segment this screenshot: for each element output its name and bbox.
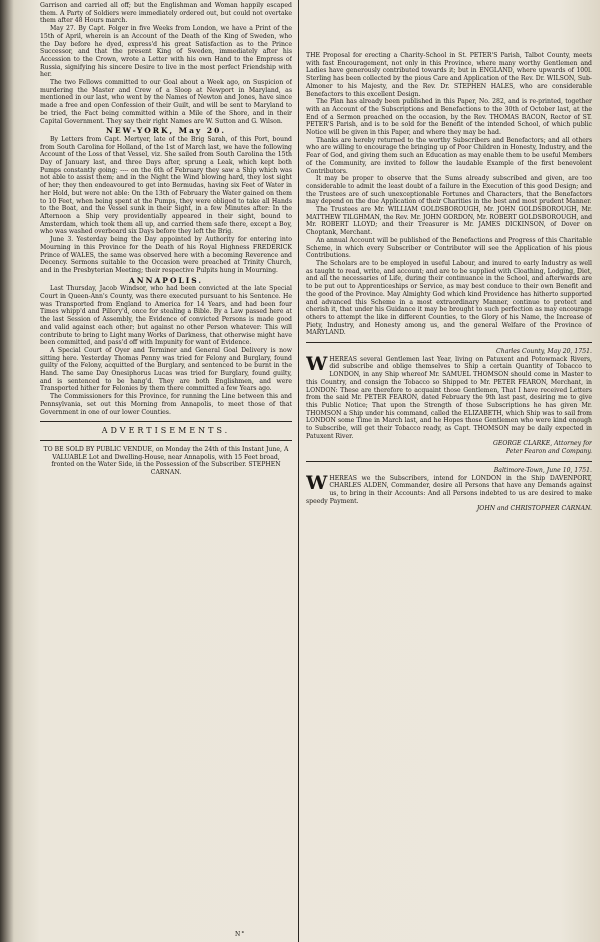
news-paragraph: May 27. By Capt. Folger in five Weeks from London, we have a Print of the 15th of April, wherein is an Account of the Death of the King of Sweden, who the Day before he dyed, express'd his great Satisfaction as to the Prince Successor, and that the present King of Sweden, immediately after his Accession to the Crown, wrote a Letter with his own Hand to the Empress of Russia, signifying his sincere Desire to live in the most perfect Friendship with her. [40,25,292,79]
page-footer: N° [235,931,246,938]
news-paragraph: It may be proper to observe that the Sums already subscribed and given, are too considerable to admit the least doubt of a failure in the Execution of this good Design; and the Trustees are of such unexceptionable Fortunes and Characters, that the Benefactors may depend on the due Application of their Charities in the best and most prudent Manner. [306,175,592,206]
advertisement: TO BE SOLD BY PUBLIC VENDUE, on Monday the 24th of this Instant June, A VALUABLE Lot and Dwelling-House, near Annapolis, with 15 Feet broad, fronted on the Water Side, in the Possession of the Subscriber. STEPHEN CARNAN. [43,445,289,477]
advertisement [306,471,592,506]
news-paragraph: June 3. Yesterday being the Day appointed by Authority for entering into Mourning in this Province for the Death of his Royal Highness FREDERICK Prince of WALES, the same was observed here with a becoming Reverence and Decency. Sermons suitable to the Occasion were preached at Trinity Church, and in the Presbyterian Meeting; their respective Pulpits hung in Mourning. [40,236,292,274]
divider [40,440,292,441]
dateline: Baltimore-Town, June 10, 1751. [493,466,592,474]
news-paragraph: An annual Account will be published of the Benefactions and Progress of this Charitable Scheme, in which every Subscriber or Contributor will see the Application of his pious Contributions. [306,236,592,260]
news-paragraph: Thanks are hereby returned to the worthy Subscribers and Benefactors; and all others who are willing to encourage the bringing up of Poor Children in Honesty, Industry, and the Fear of God, and giving them such an Education as may enable them to be useful Members of the Community, are invited to follow the laudable Example of the first benevolent Contributors. [306,136,592,175]
divider [306,461,592,462]
news-paragraph: The Plan has already been published in this Paper, No. 282, and is re-printed, together with an Account of the Subscriptions and Benefactions to the 30th of October last, at the End of a Sermon preached on the occasion, by the Rev. THOMAS BACON, Rector of ST. PETER'S Parish, and is to be sold for the Benefit of the intended School, of which public Notice will be given in this Paper, and where they may be had. [306,98,592,137]
news-paragraph: Last Thursday, Jacob Windsor, who had been convicted at the late Special Court in Queen-Ann's County, was there executed pursuant to his Sentence. He was Transported from England to America for 14 Years, and had been four Times whipp'd and Pillory'd, once for stealing a Bible. By a Law passed here at the last Session of Assembly, the Evidence of convicted Persons is made good and valid against each other; but against no other Person whatever: This will contribute to bring to Light many Works of Darkness, that otherwise might have been committed, and pass'd off with Impunity for want of Evidence. [40,285,292,347]
news-paragraph: A Special Court of Oyer and Terminer and General Goal Delivery is now sitting here. Yesterday Thomas Penny was tried for Felony and Burglary, found guilty of the Felony, acquitted of the Burglary, and sentenced to be burnt in the Hand. The same Day Onesiphorus Lucas was tried for Burglary, found guilty, and is sentenced to be hang'd. They are both Englishmen, and were Transported hither for Felonies by them there committed a few Years ago. [40,346,292,393]
drop-cap: W [306,471,328,494]
divider [306,342,592,343]
left-column [40,0,292,942]
dateline: Charles County, May 20, 1751. [496,348,592,356]
news-paragraph: The Commissioners for this Province, for running the Line between this and Pennsylvania, set out this Morning from Annapolis, to meet those of that Government in one of our lower Counties. [40,393,292,416]
news-paragraph: THE Proposal for erecting a Charity-School in St. PETER'S Parish, Talbot County, meets with fast Encouragement, not only in this Province, where many worthy Gentlemen and Ladies have generously contributed towards it; but in ENGLAND, where upwards of 100l. Sterling has been collected by the pious Care and Application of the Rev. Dr. WILSON, Sub-Almoner to his Majesty, and the Rev. Dr. STEPHEN HALES, who are considerable Benefactors to this excellent Design. [306,52,592,98]
section-heading-annapolis: ANNAPOLIS. [128,275,204,285]
advertisement-text: HEREAS several Gentlemen last Year, living on Patuxent and Potowmack Rivers, did subscribe and oblige themselves to Ship a certain Quantity of Tobacco to LONDON, in any Ship whereof Mr. SAMUEL THOMSON should come in Master to this Country, and consign the Tobacco so Shipped to Mr. PETER FEARON, Merchant, in LONDON: These are therefore to acquaint those Gentlemen, That I have received Letters from the said Mr. PETER FEARON, dated February the 9th last past, desiring me to give this Public Notice; That upon the Strength of those Subscriptions he has given Mr. THOMSON a Ship under his command, called the ELIZABETH, which Ship was to sail from LONDON some Time in March last, and he Hopes those Gentlemen who were kind enough to Subscribe, will get their Tobacco ready, as Capt. THOMSON may be daily expected in Patuxent River. [306,355,592,440]
divider [40,421,292,422]
advertisements-heading: ADVERTISEMENTS. [101,426,231,436]
signature: JOHN and CHRISTOPHER CARNAN. [476,505,592,513]
right-column [306,0,592,942]
news-paragraph: The Trustees are Mr. WILLIAM GOLDSBOROUGH, Mr. JOHN GOLDSBOROUGH, Mr. MATTHEW TILGHMAN, the Rev. Mr. JOHN GORDON, Mr. ROBERT GOLDSBOROUGH, and Mr. ROBERT LLOYD; and their Treasurer is Mr. JAMES DICKINSON, of Dover on Choptank, Merchant. [306,206,592,237]
news-paragraph: The two Fellows committed to our Goal about a Week ago, on Suspicion of murdering the Master and Crew of a Sloop at Newport in Maryland, as mentioned in our last, who went by the Names of Newton and Jones, have since made a free and open Confession of their Guilt, and will be sent to Maryland to be tried, the Fact being committed within a Mile of the Shore, and in their Capital Government. They say their right Names are W. Sutton and G. Wilson. [40,79,292,125]
drop-cap: W [306,352,328,375]
section-heading-new-york: NEW-YORK, May 20. [106,126,226,136]
news-paragraph: Garrison and carried all off; but the Englishman and Woman happily escaped them. A Party of Soldiers were immediately ordered out, but could not overtake them after 48 Hours march. [40,2,292,25]
signature: GEORGE CLARKE, Attorney for [492,440,592,448]
column-rule [298,0,299,942]
advertisement-text: HEREAS we the Subscribers, intend for LONDON in the Ship DAVENPORT, CHARLES ALDEN, Commander, desire all Persons that have any Demands against us, to bring in their Accounts: And all Persons indebted to us are desired to make speedy Payment. [306,474,592,505]
signature: Peter Fearon and Company. [505,448,592,456]
news-paragraph: The Scholars are to be employed in useful Labour, and inured to early Industry as well as taught to read, write, and account; and are to be supplied with Cloathing, Lodging, Diet, and all the necessaries of Life, during their continuance in the School, and afterwards are to be put out to Apprenticeships or Service, as may best conduce to their own Benefit and the good of the Province. May Almighty God which kind Providence has hitherto supported and advanced this Scheme in a most extraordinary Manner, continue to protect and cherish it, that under his Guidance it may be brought to such perfection as may encourage others to attempt the like in different Counties, to the Glory of his Name, the Increase of Piety, Industry, and Honesty among us, and the general Welfare of the Province of MARYLAND. [306,259,592,337]
news-paragraph: By Letters from Capt. Mertyer, late of the Brig Sarah, of this Port, bound from South Carolina for Holland, of the 1st of March last, we have the following Account of the Loss of that Vessel, viz. She sailed from South Carolina the 15th Day of January last, and three Days after, sprung a Leak, which kept both Pumps constantly going; ---- on the 6th of February they saw a Ship which was not able to assist them; and in the Night the Wind blowing hard, they lost sight of her; they then endeavoured to get into Bermudas, having six Feet of Water in her Hold, but were not able: On the 13th of February the Water gained on them to 10 Feet, when being spent at the Pumps, they were obliged to take all Hands to the Boat, and the Vessel sunk in their Sight, in a few Minutes after: In the Afternoon a Ship very providentially appeared in their sight, bound to Amsterdam, which took them all up, and carried them safe there, except a Boy, who was washed overboard six Days before they left the Brig. [40,135,292,236]
